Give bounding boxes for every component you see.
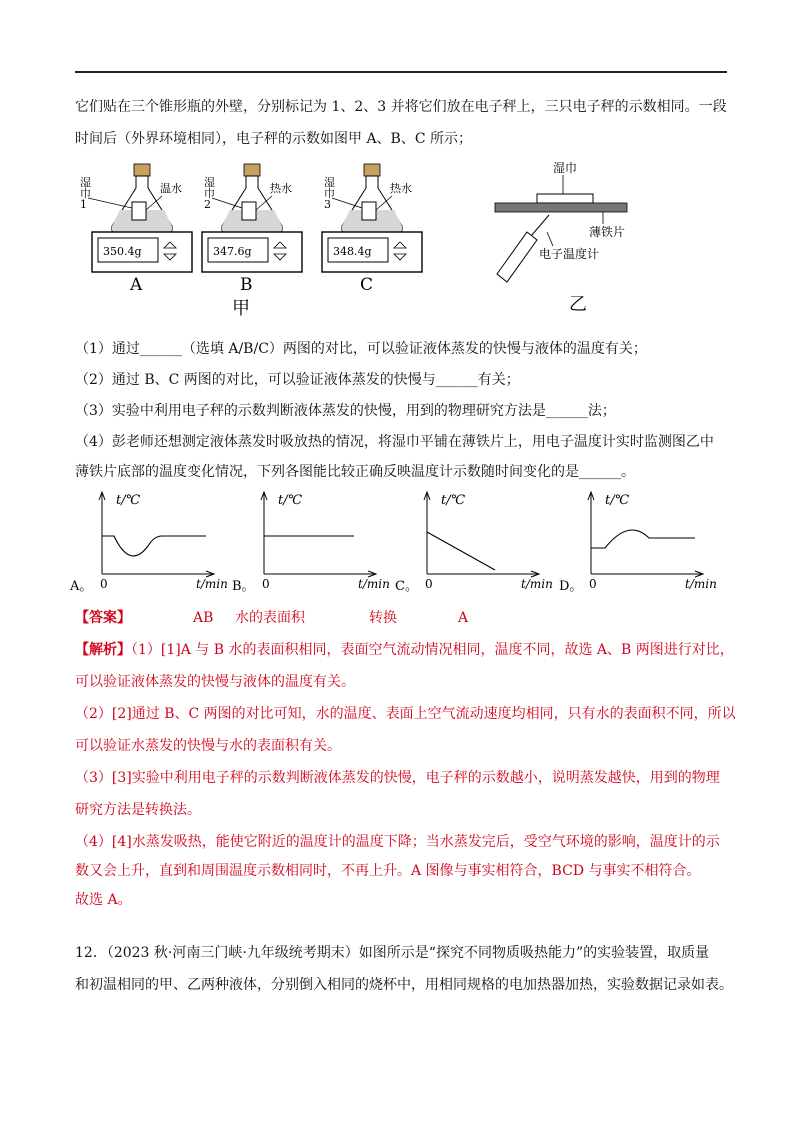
analysis-line-6 [75, 801, 735, 819]
option-letter: A。 [70, 579, 93, 594]
plate-label: 薄铁片 [589, 225, 626, 239]
graph-option-4 [559, 492, 717, 594]
option-letter: D。 [559, 579, 583, 594]
towel-label-char: 3 [324, 198, 331, 211]
answer-label: 【答案】 [75, 610, 131, 626]
towel-label-char: 巾 [324, 187, 335, 200]
cork [364, 164, 380, 176]
analysis-text: （2）[2]通过 B、C 两图的对比可知，水的温度、表面上空气流动速度均相同，只有水的表面积不同，所以 [75, 706, 736, 722]
answer-item-2: 水的表面积 [235, 610, 305, 626]
answer-item-3: 转换 [369, 610, 397, 626]
scale-letter: A [130, 275, 143, 295]
scale-reading: 350.4g [103, 245, 142, 258]
origin-label: 0 [425, 577, 433, 591]
thermometer-label: 电子温度计 [539, 247, 600, 261]
graph-option-2 [232, 492, 390, 594]
analysis-text: 可以验证水蒸发的快慢与水的表面积有关。 [75, 738, 341, 754]
graph-options [70, 488, 730, 598]
scale-unit-A [80, 164, 192, 295]
temperature-curve [591, 530, 695, 548]
x-axis-label: t/min [521, 577, 553, 591]
answer-item-4: A [458, 610, 469, 626]
scale-unit-C [322, 164, 422, 295]
intro-line-2: 时间后（外界环境相同），电子秤的示数如图甲 A、B、C 所示； [75, 131, 473, 147]
analysis-line-2 [75, 673, 735, 691]
water-label: 热水 [270, 182, 292, 195]
towel-label-char: 巾 [204, 187, 215, 200]
header-rule [75, 71, 727, 73]
wet-towel [242, 202, 256, 220]
water-label: 温水 [160, 182, 182, 195]
x-axis-label: t/min [196, 577, 228, 591]
towel-label-char: 1 [80, 198, 87, 211]
origin-label: 0 [262, 577, 270, 591]
wet-towel [362, 202, 376, 220]
analysis-line-1 [75, 641, 735, 659]
iron-plate [495, 203, 627, 212]
y-axis-label: t/℃ [116, 493, 141, 508]
scale-reading: 347.6g [213, 245, 252, 258]
towel-label-char: 湿 [324, 176, 335, 189]
cork [134, 164, 150, 176]
y-axis-label: t/℃ [278, 493, 303, 508]
answer-line [75, 609, 735, 627]
origin-label: 0 [589, 577, 597, 591]
figure-jia-caption: 甲 [232, 298, 250, 319]
towel-label: 湿巾 [553, 161, 578, 175]
water-label: 热水 [390, 182, 412, 195]
question-line-2: （2）通过 B、C 两图的对比，可以验证液体蒸发的快慢与______有关； [75, 372, 520, 388]
x-axis-label: t/min [685, 577, 717, 591]
towel-label-char: 湿 [80, 176, 91, 189]
temperature-curve [102, 536, 206, 556]
analysis-text: （4）[4]水蒸发吸热，能使它附近的温度计的温度下降；当水蒸发完后，受空气环境的影响，温度计的示 [75, 834, 720, 850]
answer-item-1: AB [193, 610, 214, 626]
q12-line-2: 和初温相同的甲、乙两种液体，分别倒入相同的烧杯中，用相同规格的电加热器加热，实验数据记录如表。 [75, 977, 733, 993]
scale-letter: B [240, 275, 253, 295]
towel-label-char: 2 [204, 198, 211, 211]
towel-label-char: 巾 [80, 187, 91, 200]
analysis-line-9 [75, 891, 735, 909]
figure-yi-caption: 乙 [569, 294, 587, 315]
x-axis-label: t/min [358, 577, 390, 591]
question-line-1: （1）通过______（选填 A/B/C）两图的对比，可以验证液体蒸发的快慢与液体的温度有关； [75, 341, 647, 357]
scale-unit-B [202, 164, 302, 295]
analysis-line-7 [75, 833, 735, 851]
analysis-text: 可以验证液体蒸发的快慢与液体的温度有关。 [75, 674, 355, 690]
analysis-line-8 [75, 862, 735, 880]
analysis-text: 研究方法是转换法。 [75, 802, 201, 818]
temperature-curve [427, 532, 495, 570]
scale-reading: 348.4g [333, 245, 372, 258]
question-line-3: （3）实验中利用电子秤的示数判断液体蒸发的快慢，用到的物理研究方法是______法； [75, 403, 616, 419]
towel-label-char: 湿 [204, 176, 215, 189]
intro-line-1: 它们贴在三个锥形瓶的外壁，分别标记为 1、2、3 并将它们放在电子秤上，三只电子秤的示数相同。一段 [75, 99, 727, 115]
figure-yi [485, 160, 645, 315]
option-letter: C。 [395, 579, 418, 594]
wet-towel [537, 194, 593, 203]
question-line-4: （4）彭老师还想测定液体蒸发时吸放热的情况，将湿巾平铺在薄铁片上，用电子温度计实时监测图乙中 [75, 434, 714, 450]
analysis-text: 故选 A。 [75, 892, 132, 908]
option-letter: B。 [232, 579, 255, 594]
graph-option-1 [69, 492, 228, 594]
analysis-text: 数又会上升，直到和周围温度示数相同时，不再上升。A 图像与事实相符合，BCD 与事实不相符合。 [75, 863, 701, 879]
figure-jia [70, 158, 412, 319]
graph-option-3 [395, 492, 553, 594]
y-axis-label: t/℃ [605, 493, 630, 508]
cork [244, 164, 260, 176]
q12-line-1: 12．（2023 秋·河南三门峡·九年级统考期末）如图所示是“探究不同物质吸热能力”的实验装置，取质量 [75, 945, 710, 961]
question-line-5: 薄铁片底部的温度变化情况，下列各图能比较正确反映温度计示数随时间变化的是______。 [75, 464, 635, 480]
origin-label: 0 [100, 577, 108, 591]
analysis-text: （1）[1]A 与 B 水的表面积相同，表面空气流动情况相同，温度不同，故选 A、B 两图进行对比， [131, 642, 734, 658]
analysis-text: （3）[3]实验中利用电子秤的示数判断液体蒸发的快慢，电子秤的示数越小，说明蒸发越快，用到的物理 [75, 770, 720, 786]
analysis-label: 【解析】 [75, 642, 131, 658]
wet-towel [132, 202, 146, 220]
scale-letter: C [360, 275, 374, 295]
analysis-line-4 [75, 737, 735, 755]
analysis-line-5 [75, 769, 735, 787]
y-axis-label: t/℃ [441, 493, 466, 508]
analysis-line-3 [75, 705, 735, 723]
